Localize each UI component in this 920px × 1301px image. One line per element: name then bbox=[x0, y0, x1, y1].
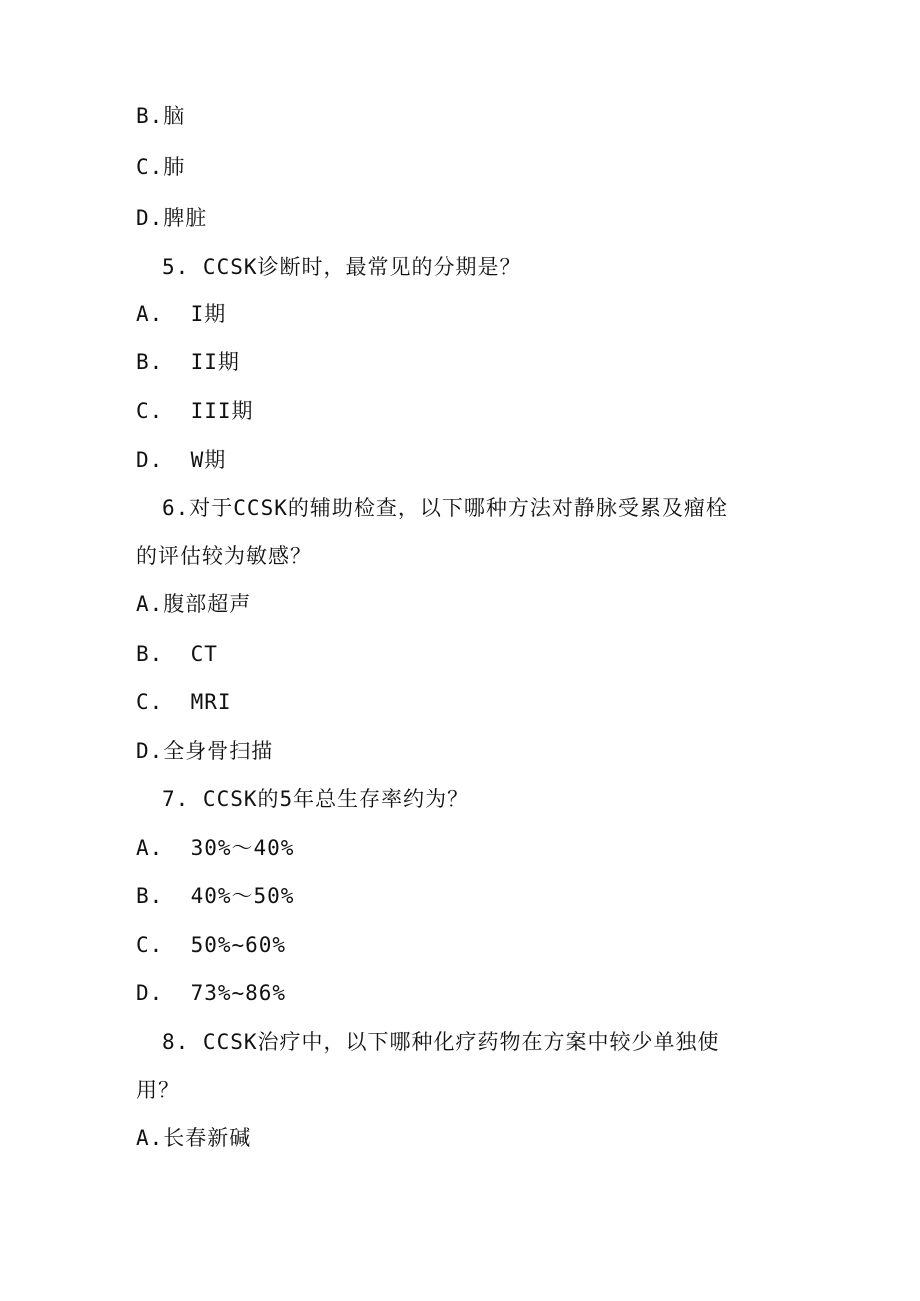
option-b-q7: B. 40%～50% bbox=[136, 884, 295, 908]
option-c-q6: C. MRI bbox=[136, 690, 232, 714]
option-d-q7: D. 73%~86% bbox=[136, 981, 287, 1005]
option-a-q7: A. 30%～40% bbox=[136, 836, 295, 860]
option-d-q4: D.脾脏 bbox=[136, 206, 208, 230]
option-a-q6: A.腹部超声 bbox=[136, 592, 252, 616]
option-c-q7: C. 50%~60% bbox=[136, 933, 287, 957]
option-c-q5: C. III期 bbox=[136, 399, 254, 423]
question-8-line-1: 8. CCSK治疗中，以下哪种化疗药物在方案中较少单独使 bbox=[162, 1030, 720, 1054]
option-b-q5: B. II期 bbox=[136, 350, 240, 374]
option-b-q4: B.脑 bbox=[136, 104, 186, 128]
question-6-line-2: 的评估较为敏感？ bbox=[136, 544, 312, 568]
question-6-line-1: 6.对于CCSK的辅助检查，以下哪种方法对静脉受累及瘤栓 bbox=[162, 496, 728, 520]
option-a-q8: A.长春新碱 bbox=[136, 1126, 252, 1150]
option-b-q6: B. CT bbox=[136, 642, 218, 666]
question-7: 7. CCSK的5年总生存率约为？ bbox=[162, 787, 470, 811]
question-8-line-2: 用？ bbox=[136, 1078, 180, 1102]
question-5: 5. CCSK诊断时，最常见的分期是？ bbox=[162, 255, 522, 279]
option-d-q5: D. W期 bbox=[136, 448, 227, 472]
option-d-q6: D.全身骨扫描 bbox=[136, 739, 274, 763]
option-c-q4: C.肺 bbox=[136, 155, 186, 179]
option-a-q5: A. I期 bbox=[136, 302, 227, 326]
